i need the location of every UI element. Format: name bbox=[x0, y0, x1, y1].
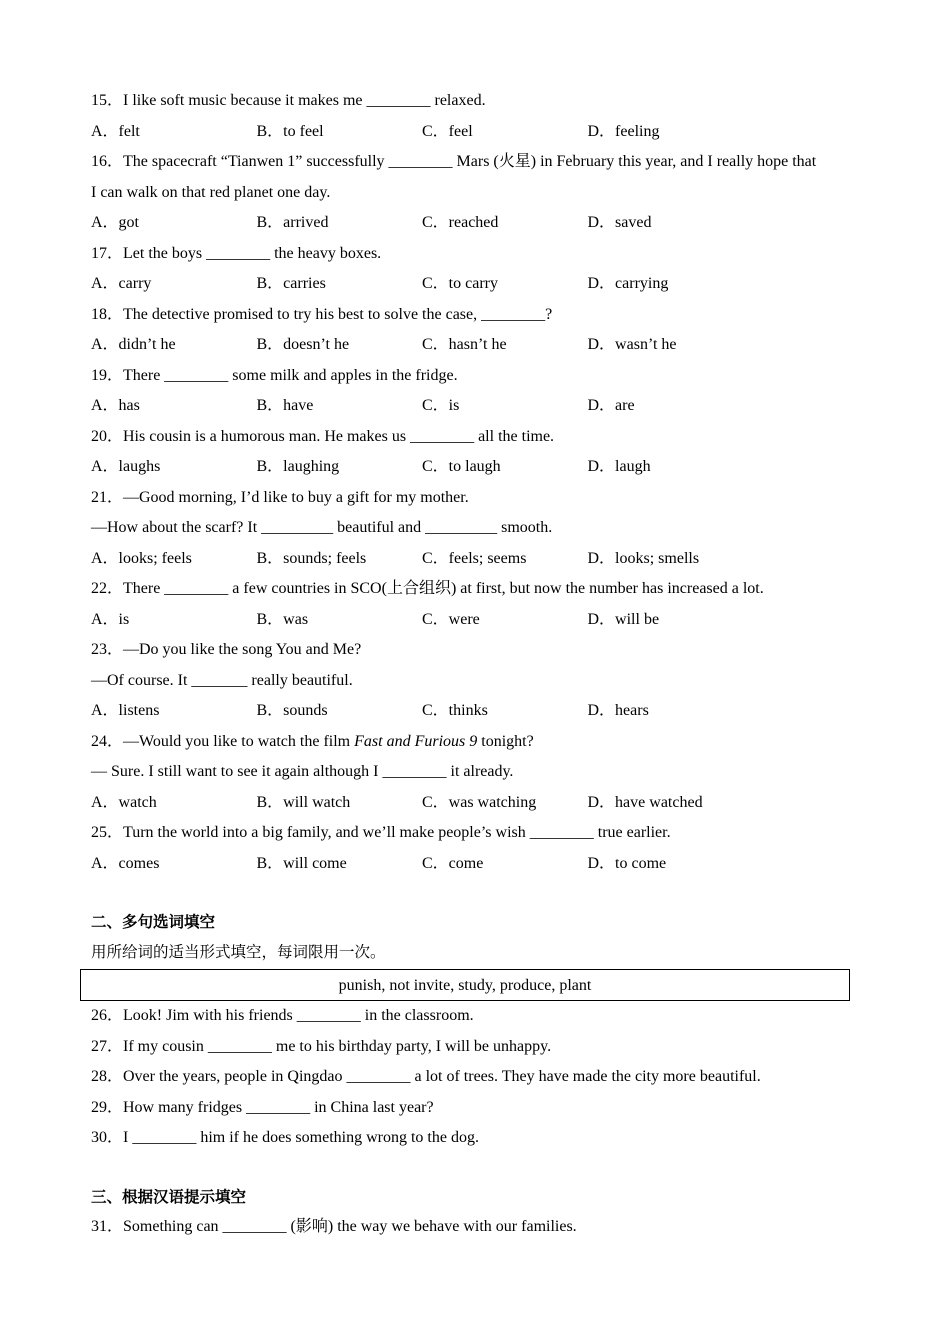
question-17 bbox=[91, 239, 856, 300]
question-text: — Sure. I still want to see it again although I ________ it already. bbox=[91, 763, 514, 780]
option-c[interactable]: C．thinks bbox=[422, 702, 488, 719]
option-c[interactable]: C．was watching bbox=[422, 793, 537, 811]
option-d[interactable]: D．to come bbox=[587, 854, 667, 872]
answer-options bbox=[91, 605, 856, 636]
film-title: Fast and Furious 9 bbox=[354, 732, 478, 750]
question-text: 24．—Would you like to watch the film Fast and Furious 9 tonight? bbox=[91, 732, 534, 750]
option-b[interactable]: B．sounds bbox=[256, 702, 328, 719]
answer-options bbox=[91, 391, 856, 422]
option-a[interactable]: A．listens bbox=[91, 702, 160, 719]
option-b[interactable]: B．will watch bbox=[256, 793, 351, 811]
option-d[interactable]: D．laugh bbox=[587, 458, 651, 475]
option-c[interactable]: C．were bbox=[422, 610, 480, 628]
question-15 bbox=[91, 86, 856, 147]
question-19 bbox=[91, 361, 856, 422]
option-d[interactable]: D．carrying bbox=[587, 275, 669, 292]
question-text: 22．There ________ a few countries in SCO(上合组织) at first, but now the number has increased a lot. bbox=[91, 580, 764, 597]
question-text: 20．His cousin is a humorous man. He makes us ________ all the time. bbox=[91, 427, 555, 445]
option-b[interactable]: B．doesn’t he bbox=[256, 336, 350, 353]
question-30: 30．I ________ him if he does something wrong to the dog. bbox=[91, 1129, 479, 1146]
section-title: 二、多句选词填空 bbox=[91, 913, 216, 931]
option-c[interactable]: C．feels; seems bbox=[422, 549, 527, 567]
option-c[interactable]: C．reached bbox=[422, 214, 499, 231]
option-d[interactable]: D．saved bbox=[587, 214, 652, 231]
answer-options bbox=[91, 452, 856, 483]
option-b[interactable]: B．arrived bbox=[256, 214, 329, 231]
option-a[interactable]: A．looks; feels bbox=[91, 549, 192, 567]
option-c[interactable]: C．to carry bbox=[422, 275, 498, 292]
answer-options bbox=[91, 269, 856, 300]
question-text: 17．Let the boys ________ the heavy boxes. bbox=[91, 244, 382, 262]
option-c[interactable]: C．come bbox=[422, 854, 484, 872]
section-word-fill bbox=[91, 907, 856, 1154]
option-b[interactable]: B．sounds; feels bbox=[256, 549, 367, 567]
question-16 bbox=[91, 147, 856, 239]
word-bank-box: punish, not invite, study, produce, plant bbox=[80, 969, 850, 1001]
answer-options bbox=[91, 208, 856, 239]
multiple-choice-section bbox=[91, 86, 856, 727]
option-c[interactable]: C．is bbox=[422, 397, 460, 414]
question-27: 27．If my cousin ________ me to his birthday party, I will be unhappy. bbox=[91, 1037, 552, 1055]
answer-options bbox=[91, 849, 856, 880]
question-text: 19．There ________ some milk and apples in the fridge. bbox=[91, 366, 458, 384]
option-a[interactable]: A．watch bbox=[91, 793, 157, 811]
answer-options bbox=[91, 330, 856, 361]
option-a[interactable]: A．carry bbox=[91, 275, 152, 292]
question-text: 23．—Do you like the song You and Me? bbox=[91, 641, 362, 658]
option-b[interactable]: B．was bbox=[256, 610, 309, 628]
option-b[interactable]: B．have bbox=[256, 397, 314, 414]
question-text: I can walk on that red planet one day. bbox=[91, 183, 331, 201]
option-c[interactable]: C．hasn’t he bbox=[422, 336, 507, 353]
option-d[interactable]: D．are bbox=[587, 397, 635, 414]
answer-options bbox=[91, 788, 856, 819]
option-a[interactable]: A．got bbox=[91, 214, 140, 231]
option-a[interactable]: A．felt bbox=[91, 122, 140, 140]
option-d[interactable]: D．will be bbox=[587, 610, 660, 628]
answer-options bbox=[91, 544, 856, 575]
question-24 bbox=[91, 727, 856, 819]
question-text: 15．I like soft music because it makes me ________ relaxed. bbox=[91, 92, 486, 109]
question-text: 25．Turn the world into a big family, and we’ll make people’s wish ________ true earlier. bbox=[91, 824, 671, 841]
section-title: 三、根据汉语提示填空 bbox=[91, 1187, 247, 1206]
question-25 bbox=[91, 818, 856, 879]
option-d[interactable]: D．hears bbox=[587, 702, 649, 719]
answer-options bbox=[91, 117, 856, 148]
option-b[interactable]: B．to feel bbox=[256, 122, 324, 140]
question-31: 31．Something can ________ (影响) the way we behave with our families. bbox=[91, 1217, 577, 1235]
option-a[interactable]: A．has bbox=[91, 397, 140, 414]
worksheet-page bbox=[91, 86, 856, 1242]
question-21 bbox=[91, 483, 856, 575]
question-22 bbox=[91, 574, 856, 635]
question-text: —How about the scarf? It _________ beautiful and _________ smooth. bbox=[91, 519, 553, 536]
question-text: 18．The detective promised to try his best to solve the case, ________? bbox=[91, 305, 553, 323]
question-text: 16．The spacecraft “Tianwen 1” successfully ________ Mars (火星) in February this year, and I really hope that bbox=[91, 153, 817, 170]
answer-options bbox=[91, 696, 856, 727]
question-20 bbox=[91, 422, 856, 483]
option-d[interactable]: D．feeling bbox=[587, 122, 660, 140]
question-text: 21．—Good morning, I’d like to buy a gift for my mother. bbox=[91, 488, 469, 506]
option-a[interactable]: A．laughs bbox=[91, 458, 161, 475]
section-chinese-hint-fill bbox=[91, 1182, 856, 1243]
option-a[interactable]: A．is bbox=[91, 610, 130, 628]
question-28: 28．Over the years, people in Qingdao ________ a lot of trees. They have made the city more beautiful. bbox=[91, 1068, 761, 1085]
option-d[interactable]: D．wasn’t he bbox=[587, 336, 677, 353]
option-d[interactable]: D．have watched bbox=[587, 793, 703, 811]
option-b[interactable]: B．carries bbox=[256, 275, 326, 292]
option-d[interactable]: D．looks; smells bbox=[587, 549, 700, 567]
section-instruction: 用所给词的适当形式填空，每词限用一次。 bbox=[91, 943, 386, 961]
option-b[interactable]: B．laughing bbox=[256, 458, 340, 475]
question-text: —Of course. It _______ really beautiful. bbox=[91, 671, 353, 689]
question-18 bbox=[91, 300, 856, 361]
option-c[interactable]: C．to laugh bbox=[422, 458, 501, 475]
option-a[interactable]: A．comes bbox=[91, 854, 160, 872]
question-29: 29．How many fridges ________ in China last year? bbox=[91, 1098, 434, 1116]
option-b[interactable]: B．will come bbox=[256, 854, 347, 872]
question-23 bbox=[91, 635, 856, 727]
option-a[interactable]: A．didn’t he bbox=[91, 336, 176, 353]
option-c[interactable]: C．feel bbox=[422, 122, 473, 140]
question-26: 26．Look! Jim with his friends ________ in the classroom. bbox=[91, 1007, 474, 1024]
